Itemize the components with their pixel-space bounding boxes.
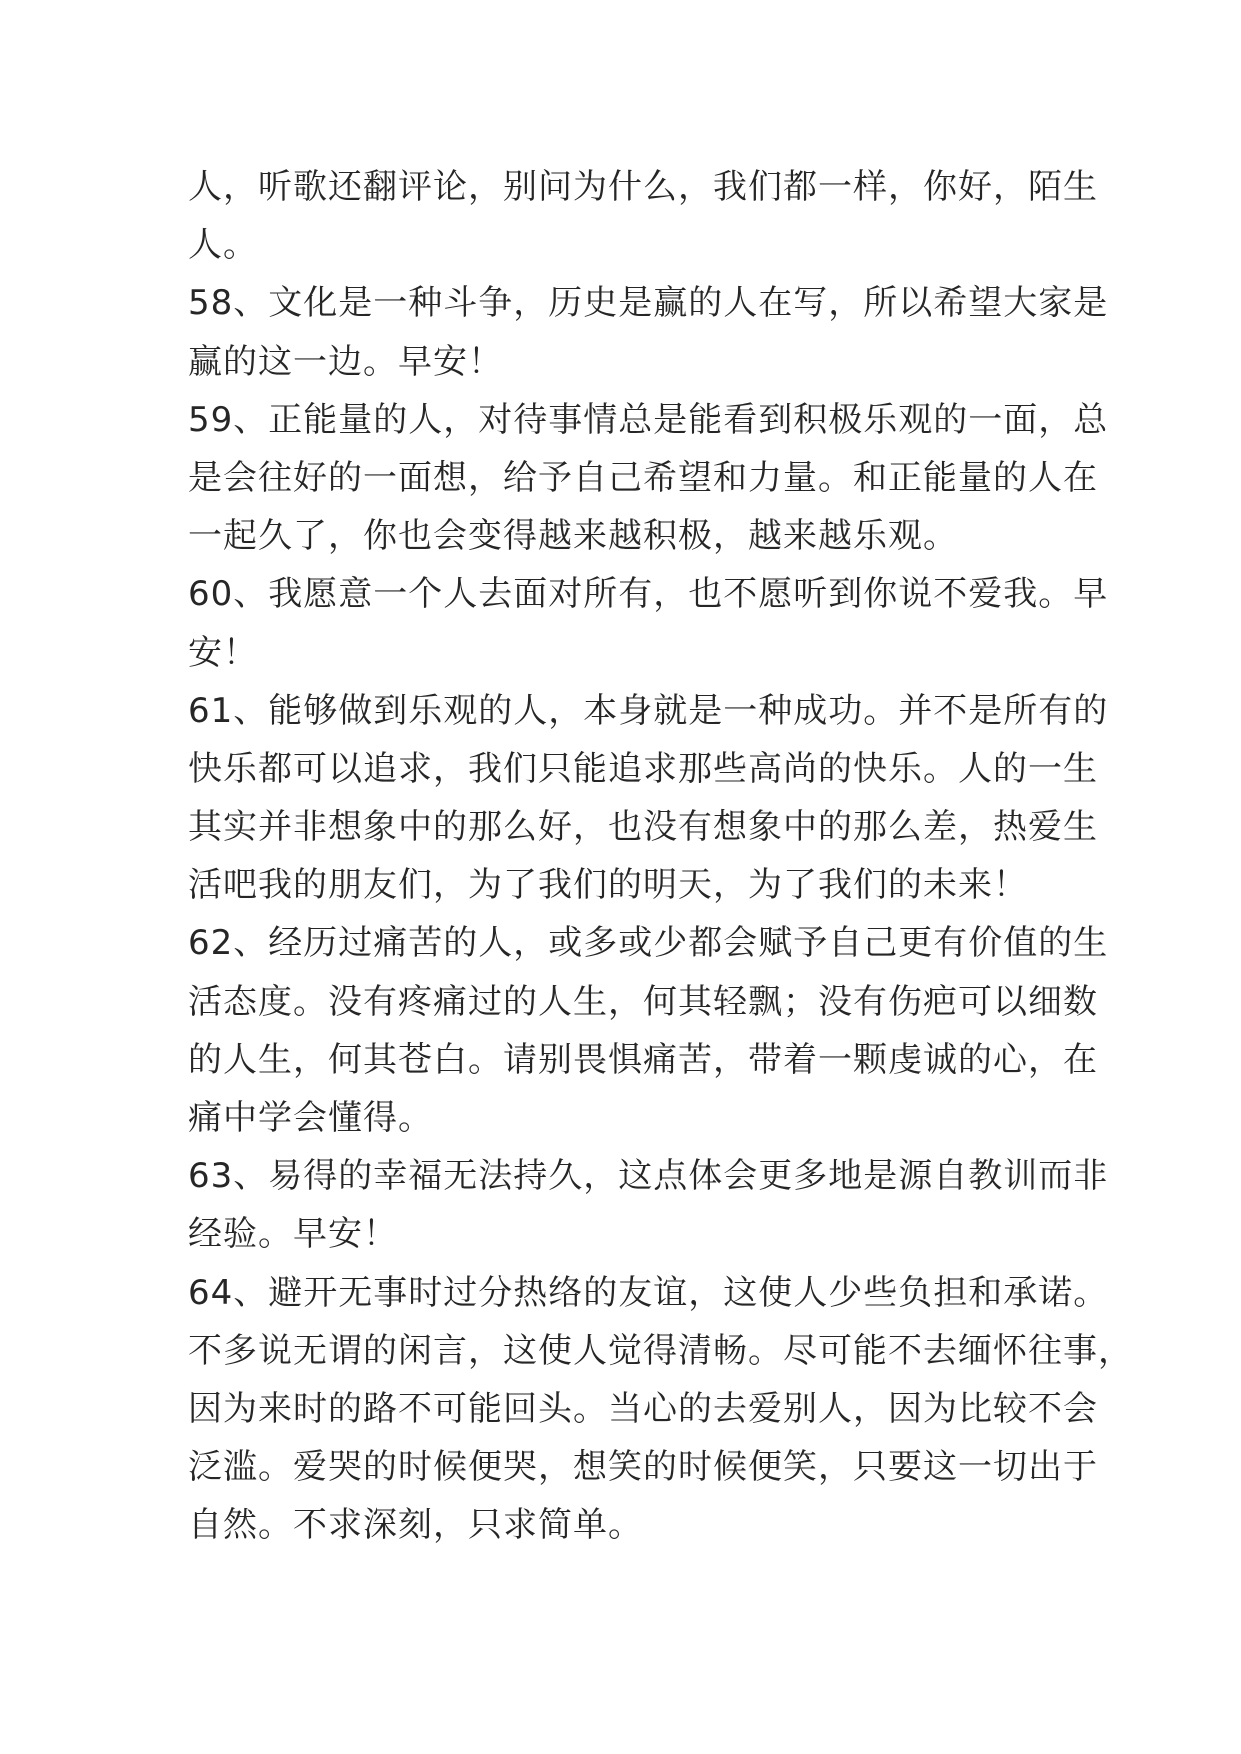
text-line: 经验。早安！ bbox=[188, 1214, 398, 1255]
text-line: 63、易得的幸福无法持久，这点体会更多地是源自教训而非 bbox=[188, 1156, 1109, 1197]
text-line: 安！ bbox=[188, 632, 258, 673]
text-line: 60、我愿意一个人去面对所有，也不愿听到你说不爱我。早 bbox=[188, 574, 1109, 615]
text-line: 活吧我的朋友们，为了我们的明天，为了我们的未来！ bbox=[188, 865, 1028, 906]
text-line: 是会往好的一面想，给予自己希望和力量。和正能量的人在 bbox=[188, 457, 1098, 498]
text-line: 其实并非想象中的那么好，也没有想象中的那么差，热爱生 bbox=[188, 807, 1098, 848]
text-line: 人。 bbox=[188, 225, 258, 266]
text-line: 痛中学会懂得。 bbox=[188, 1098, 433, 1138]
text-line: 62、经历过痛苦的人，或多或少都会赋予自己更有价值的生 bbox=[188, 923, 1109, 964]
text-line: 61、能够做到乐观的人，本身就是一种成功。并不是所有的 bbox=[188, 690, 1109, 731]
text-line: 的人生，何其苍白。请别畏惧痛苦，带着一颗虔诚的心，在 bbox=[188, 1039, 1098, 1080]
text-line: 泛滥。爱哭的时候便哭，想笑的时候便笑，只要这一切出于 bbox=[188, 1447, 1098, 1488]
text-line: 活态度。没有疼痛过的人生，何其轻飘；没有伤疤可以细数 bbox=[188, 981, 1098, 1022]
text-line: 一起久了，你也会变得越来越积极，越来越乐观。 bbox=[188, 516, 958, 557]
text-line: 58、文化是一种斗争，历史是赢的人在写，所以希望大家是 bbox=[188, 283, 1109, 324]
text-line: 人，听歌还翻评论，别问为什么，我们都一样，你好，陌生 bbox=[188, 167, 1098, 207]
text-line: 自然。不求深刻，只求简单。 bbox=[188, 1505, 643, 1546]
text-line: 因为来时的路不可能回头。当心的去爱别人，因为比较不会 bbox=[188, 1388, 1098, 1429]
document-body bbox=[188, 158, 1133, 1555]
text-line: 59、正能量的人，对待事情总是能看到积极乐观的一面，总 bbox=[188, 399, 1109, 440]
text-line: 64、避开无事时过分热络的友谊，这使人少些负担和承诺。 bbox=[188, 1272, 1109, 1313]
text-line: 不多说无谓的闲言，这使人觉得清畅。尽可能不去缅怀往事， bbox=[188, 1330, 1133, 1371]
text-line: 快乐都可以追求，我们只能追求那些高尚的快乐。人的一生 bbox=[188, 748, 1098, 789]
text-line: 赢的这一边。早安！ bbox=[188, 341, 503, 382]
